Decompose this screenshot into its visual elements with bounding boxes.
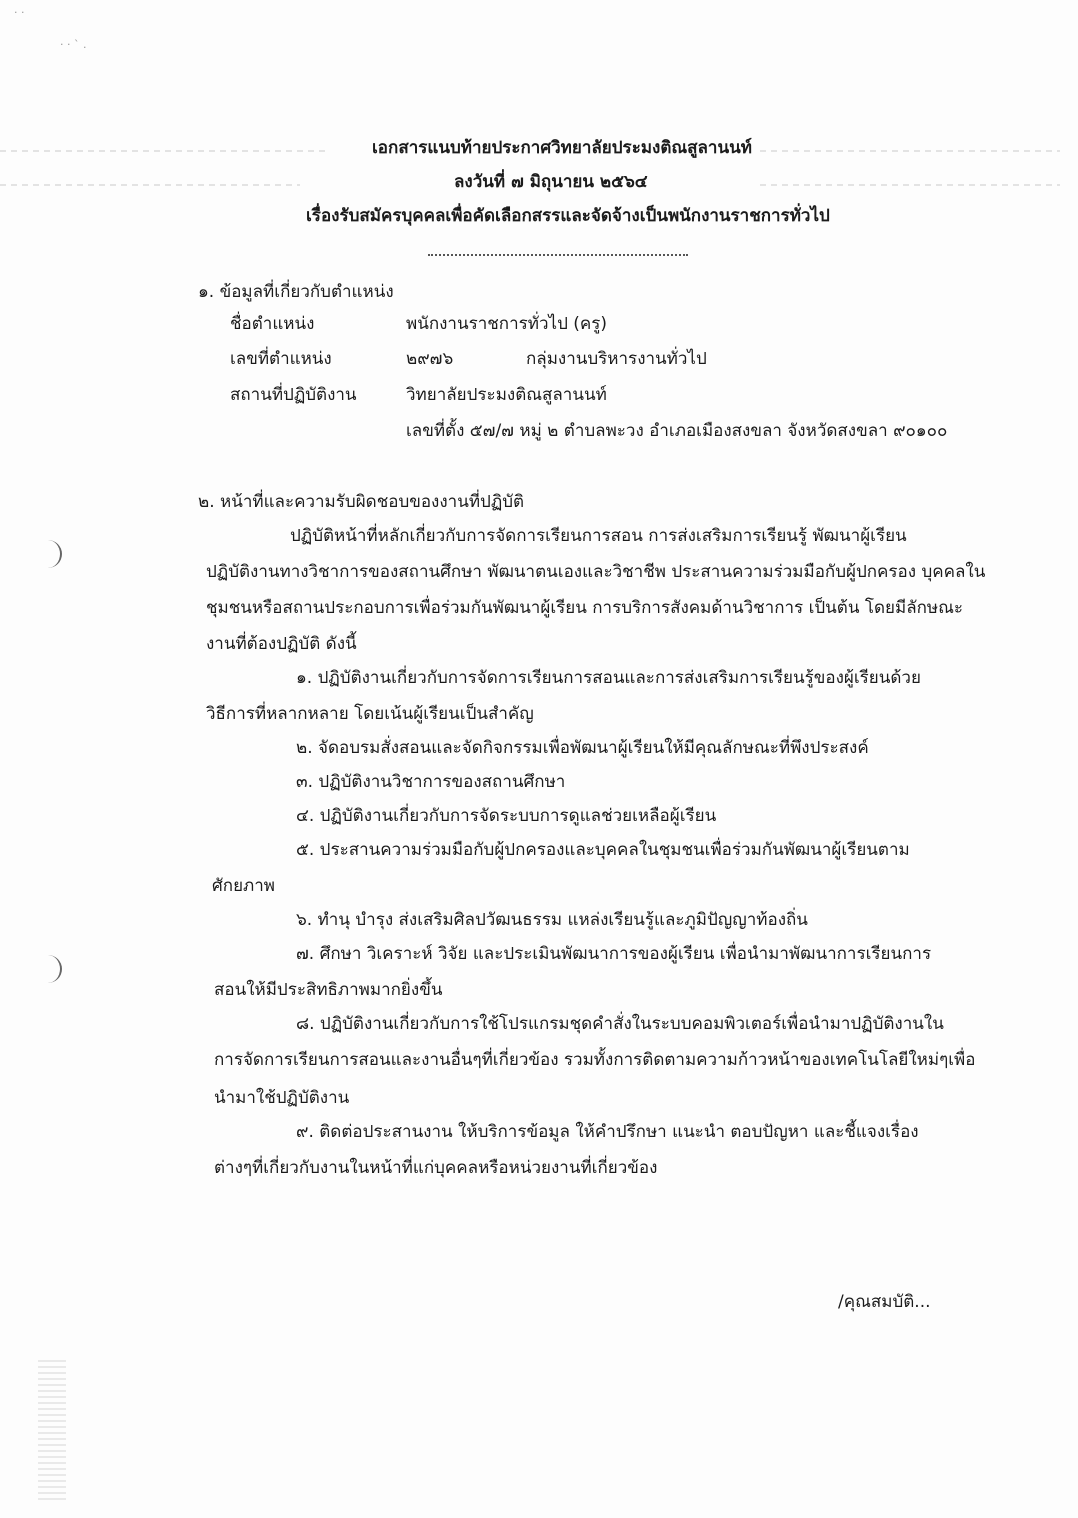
duty-item-1: ๑. ปฏิบัติงานเกี่ยวกับการจัดการเรียนการสอนและการส่งเสริมการเรียนรู้ของผู้เรียนด้วย [296, 668, 921, 688]
bleed-through-line [0, 184, 300, 186]
duty-item-5-cont: ศักยภาพ [212, 876, 276, 896]
scan-noise-mark: · · ` . [60, 38, 87, 51]
duty-item-8-cont: นำมาใช้ปฏิบัติงาน [214, 1088, 350, 1108]
doc-title-line-3: เรื่องรับสมัครบุคคลเพื่อคัดเลือกสรรและจัดจ้างเป็นพนักงานราชการทั่วไป [306, 206, 830, 226]
scan-noise-mark: · · [14, 6, 25, 19]
duty-item-7-cont: สอนให้มีประสิทธิภาพมากยิ่งขึ้น [214, 980, 443, 1000]
section-2-paragraph-line: ปฏิบัติงานทางวิชาการของสถานศึกษา พัฒนาตนเองและวิชาชีพ ประสานความร่วมมือกับผู้ปกครอง บุคคลใน [206, 562, 986, 582]
duty-item-9-cont: ต่างๆที่เกี่ยวกับงานในหน้าที่แก่บุคคลหรือหน่วยงานที่เกี่ยวข้อง [214, 1158, 658, 1178]
duty-item-8-cont: การจัดการเรียนการสอนและงานอื่นๆที่เกี่ยวข้อง รวมทั้งการติดตามความก้าวหน้าของเทคโนโลยีใหม่ๆเพื่อ [214, 1050, 976, 1070]
section-2-paragraph-line: ปฏิบัติหน้าที่หลักเกี่ยวกับการจัดการเรียนการสอน การส่งเสริมการเรียนรู้ พัฒนาผู้เรียน [290, 526, 907, 546]
bleed-through-line [0, 150, 330, 152]
position-name-label: ชื่อตำแหน่ง [230, 314, 315, 334]
duty-item-6: ๖. ทำนุ บำรุง ส่งเสริมศิลปวัฒนธรรม แหล่งเรียนรู้และภูมิปัญญาท้องถิ่น [296, 910, 808, 930]
workplace-value: วิทยาลัยประมงติณสูลานนท์ [406, 385, 607, 405]
punch-hole-mark [42, 955, 62, 983]
punch-hole-mark [42, 540, 62, 568]
duty-item-7: ๗. ศึกษา วิเคราะห์ วิจัย และประเมินพัฒนาการของผู้เรียน เพื่อนำมาพัฒนาการเรียนการ [296, 944, 932, 964]
dotted-separator [428, 254, 688, 256]
section-2-paragraph-line: ชุมชนหรือสถานประกอบการเพื่อร่วมกันพัฒนาผู้เรียน การบริการสังคมด้านวิชาการ เป็นต้น โดยมีลักษณะ [206, 598, 964, 618]
duty-item-3: ๓. ปฏิบัติงานวิชาการของสถานศึกษา [296, 772, 566, 792]
doc-title-line-1: เอกสารแนบท้ายประกาศวิทยาลัยประมงติณสูลานนท์ [372, 138, 752, 158]
section-1-heading: ๑. ข้อมูลที่เกี่ยวกับตำแหน่ง [198, 282, 394, 302]
workplace-address: เลขที่ตั้ง ๕๗/๗ หมู่ ๒ ตำบลพะวง อำเภอเมืองสงขลา จังหวัดสงขลา ๙๐๑๐๐ [406, 421, 948, 441]
scan-edge-speckle [38, 1360, 66, 1500]
bleed-through-line [760, 150, 1060, 152]
duty-item-1-cont: วิธีการที่หลากหลาย โดยเน้นผู้เรียนเป็นสำคัญ [206, 704, 534, 724]
position-number-value: ๒๙๗๖ [406, 349, 454, 369]
position-number-label: เลขที่ตำแหน่ง [230, 349, 332, 369]
position-name-value: พนักงานราชการทั่วไป (ครู) [406, 314, 608, 334]
duty-item-9: ๙. ติดต่อประสานงาน ให้บริการข้อมูล ให้คำปรึกษา แนะนำ ตอบปัญหา และชี้แจงเรื่อง [296, 1122, 919, 1142]
continuation-note: /คุณสมบัติ... [838, 1292, 931, 1312]
bleed-through-line [760, 184, 1060, 186]
duty-item-4: ๔. ปฏิบัติงานเกี่ยวกับการจัดระบบการดูแลช่วยเหลือผู้เรียน [296, 806, 717, 826]
section-2-paragraph-line: งานที่ต้องปฏิบัติ ดังนี้ [206, 634, 357, 654]
workplace-label: สถานที่ปฏิบัติงาน [230, 385, 357, 405]
duty-item-5: ๕. ประสานความร่วมมือกับผู้ปกครองและบุคคลในชุมชนเพื่อร่วมกันพัฒนาผู้เรียนตาม [296, 840, 910, 860]
section-2-heading: ๒. หน้าที่และความรับผิดชอบของงานที่ปฏิบัติ [198, 492, 525, 512]
position-group-value: กลุ่มงานบริหารงานทั่วไป [526, 349, 707, 369]
duty-item-8: ๘. ปฏิบัติงานเกี่ยวกับการใช้โปรแกรมชุดคำสั่งในระบบคอมพิวเตอร์เพื่อนำมาปฏิบัติงานใน [296, 1014, 944, 1034]
doc-title-line-2: ลงวันที่ ๗ มิถุนายน ๒๕๖๔ [454, 172, 648, 192]
duty-item-2: ๒. จัดอบรมสั่งสอนและจัดกิจกรรมเพื่อพัฒนาผู้เรียนให้มีคุณลักษณะที่พึงประสงค์ [296, 738, 869, 758]
